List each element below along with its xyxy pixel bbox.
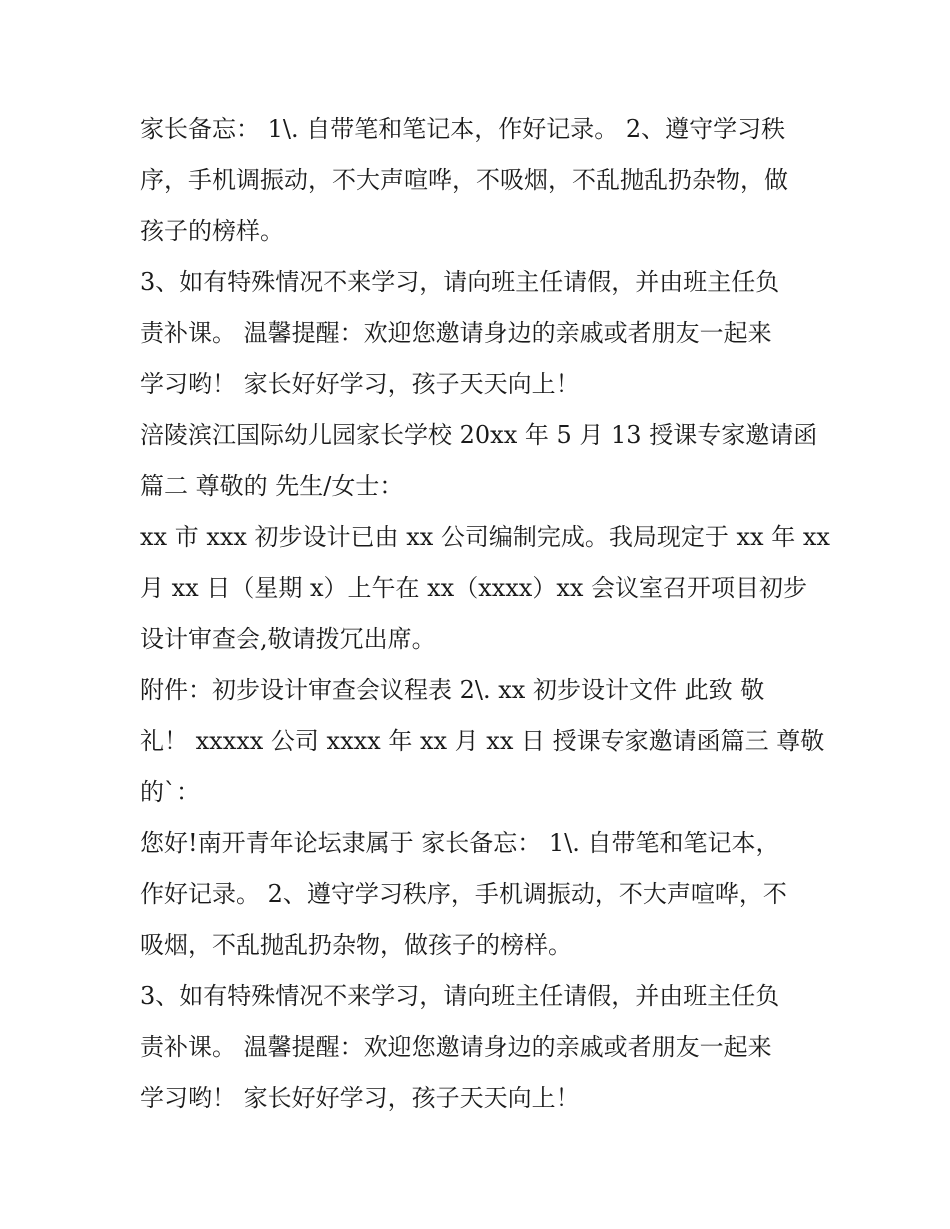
text-line: 序，手机调振动，不大声喧哗，不吸烟，不乱抛乱扔杂物，做 <box>140 166 788 194</box>
text-line: 责补课。 温馨提醒：欢迎您邀请身边的亲戚或者朋友一起来 <box>140 1033 772 1061</box>
text-line: 孩子的榜样。 <box>140 217 284 245</box>
text-line: 的`： <box>140 778 200 806</box>
text-line: 3、如有特殊情况不来学习，请向班主任请假，并由班主任负 <box>140 268 780 296</box>
text-line: 涪陵滨江国际幼儿园家长学校 20xx 年 5 月 13 授课专家邀请函 <box>140 421 818 449</box>
text-line: 学习哟！ 家长好好学习，孩子天天向上！ <box>140 1084 580 1112</box>
text-line: 篇二 尊敬的 先生/女士： <box>140 472 404 500</box>
text-line: 月 xx 日（星期 x）上午在 xx（xxxx）xx 会议室召开项目初步 <box>140 574 808 602</box>
text-line: 作好记录。 2、遵守学习秩序，手机调振动，不大声喧哗，不 <box>140 880 787 908</box>
text-line: 学习哟！ 家长好好学习，孩子天天向上！ <box>140 370 580 398</box>
text-line: 礼！ xxxxx 公司 xxxx 年 xx 月 xx 日 授课专家邀请函篇三 尊敬 <box>140 727 825 755</box>
text-line: 家长备忘： 1\. 自带笔和笔记本，作好记录。 2、遵守学习秩 <box>140 115 786 143</box>
document-body <box>140 104 830 1124</box>
text-line: 3、如有特殊情况不来学习，请向班主任请假，并由班主任负 <box>140 982 780 1010</box>
text-line: 吸烟，不乱抛乱扔杂物，做孩子的榜样。 <box>140 931 572 959</box>
text-line: xx 市 xxx 初步设计已由 xx 公司编制完成。我局现定于 xx 年 xx <box>140 523 830 551</box>
text-line: 设计审查会,敬请拨冗出席。 <box>140 625 436 653</box>
text-line: 责补课。 温馨提醒：欢迎您邀请身边的亲戚或者朋友一起来 <box>140 319 772 347</box>
text-line: 附件：初步设计审查会议程表 2\. xx 初步设计文件 此致 敬 <box>140 676 765 704</box>
text-line: 您好!南开青年论坛隶属于 家长备忘： 1\. 自带笔和笔记本， <box>140 829 780 857</box>
